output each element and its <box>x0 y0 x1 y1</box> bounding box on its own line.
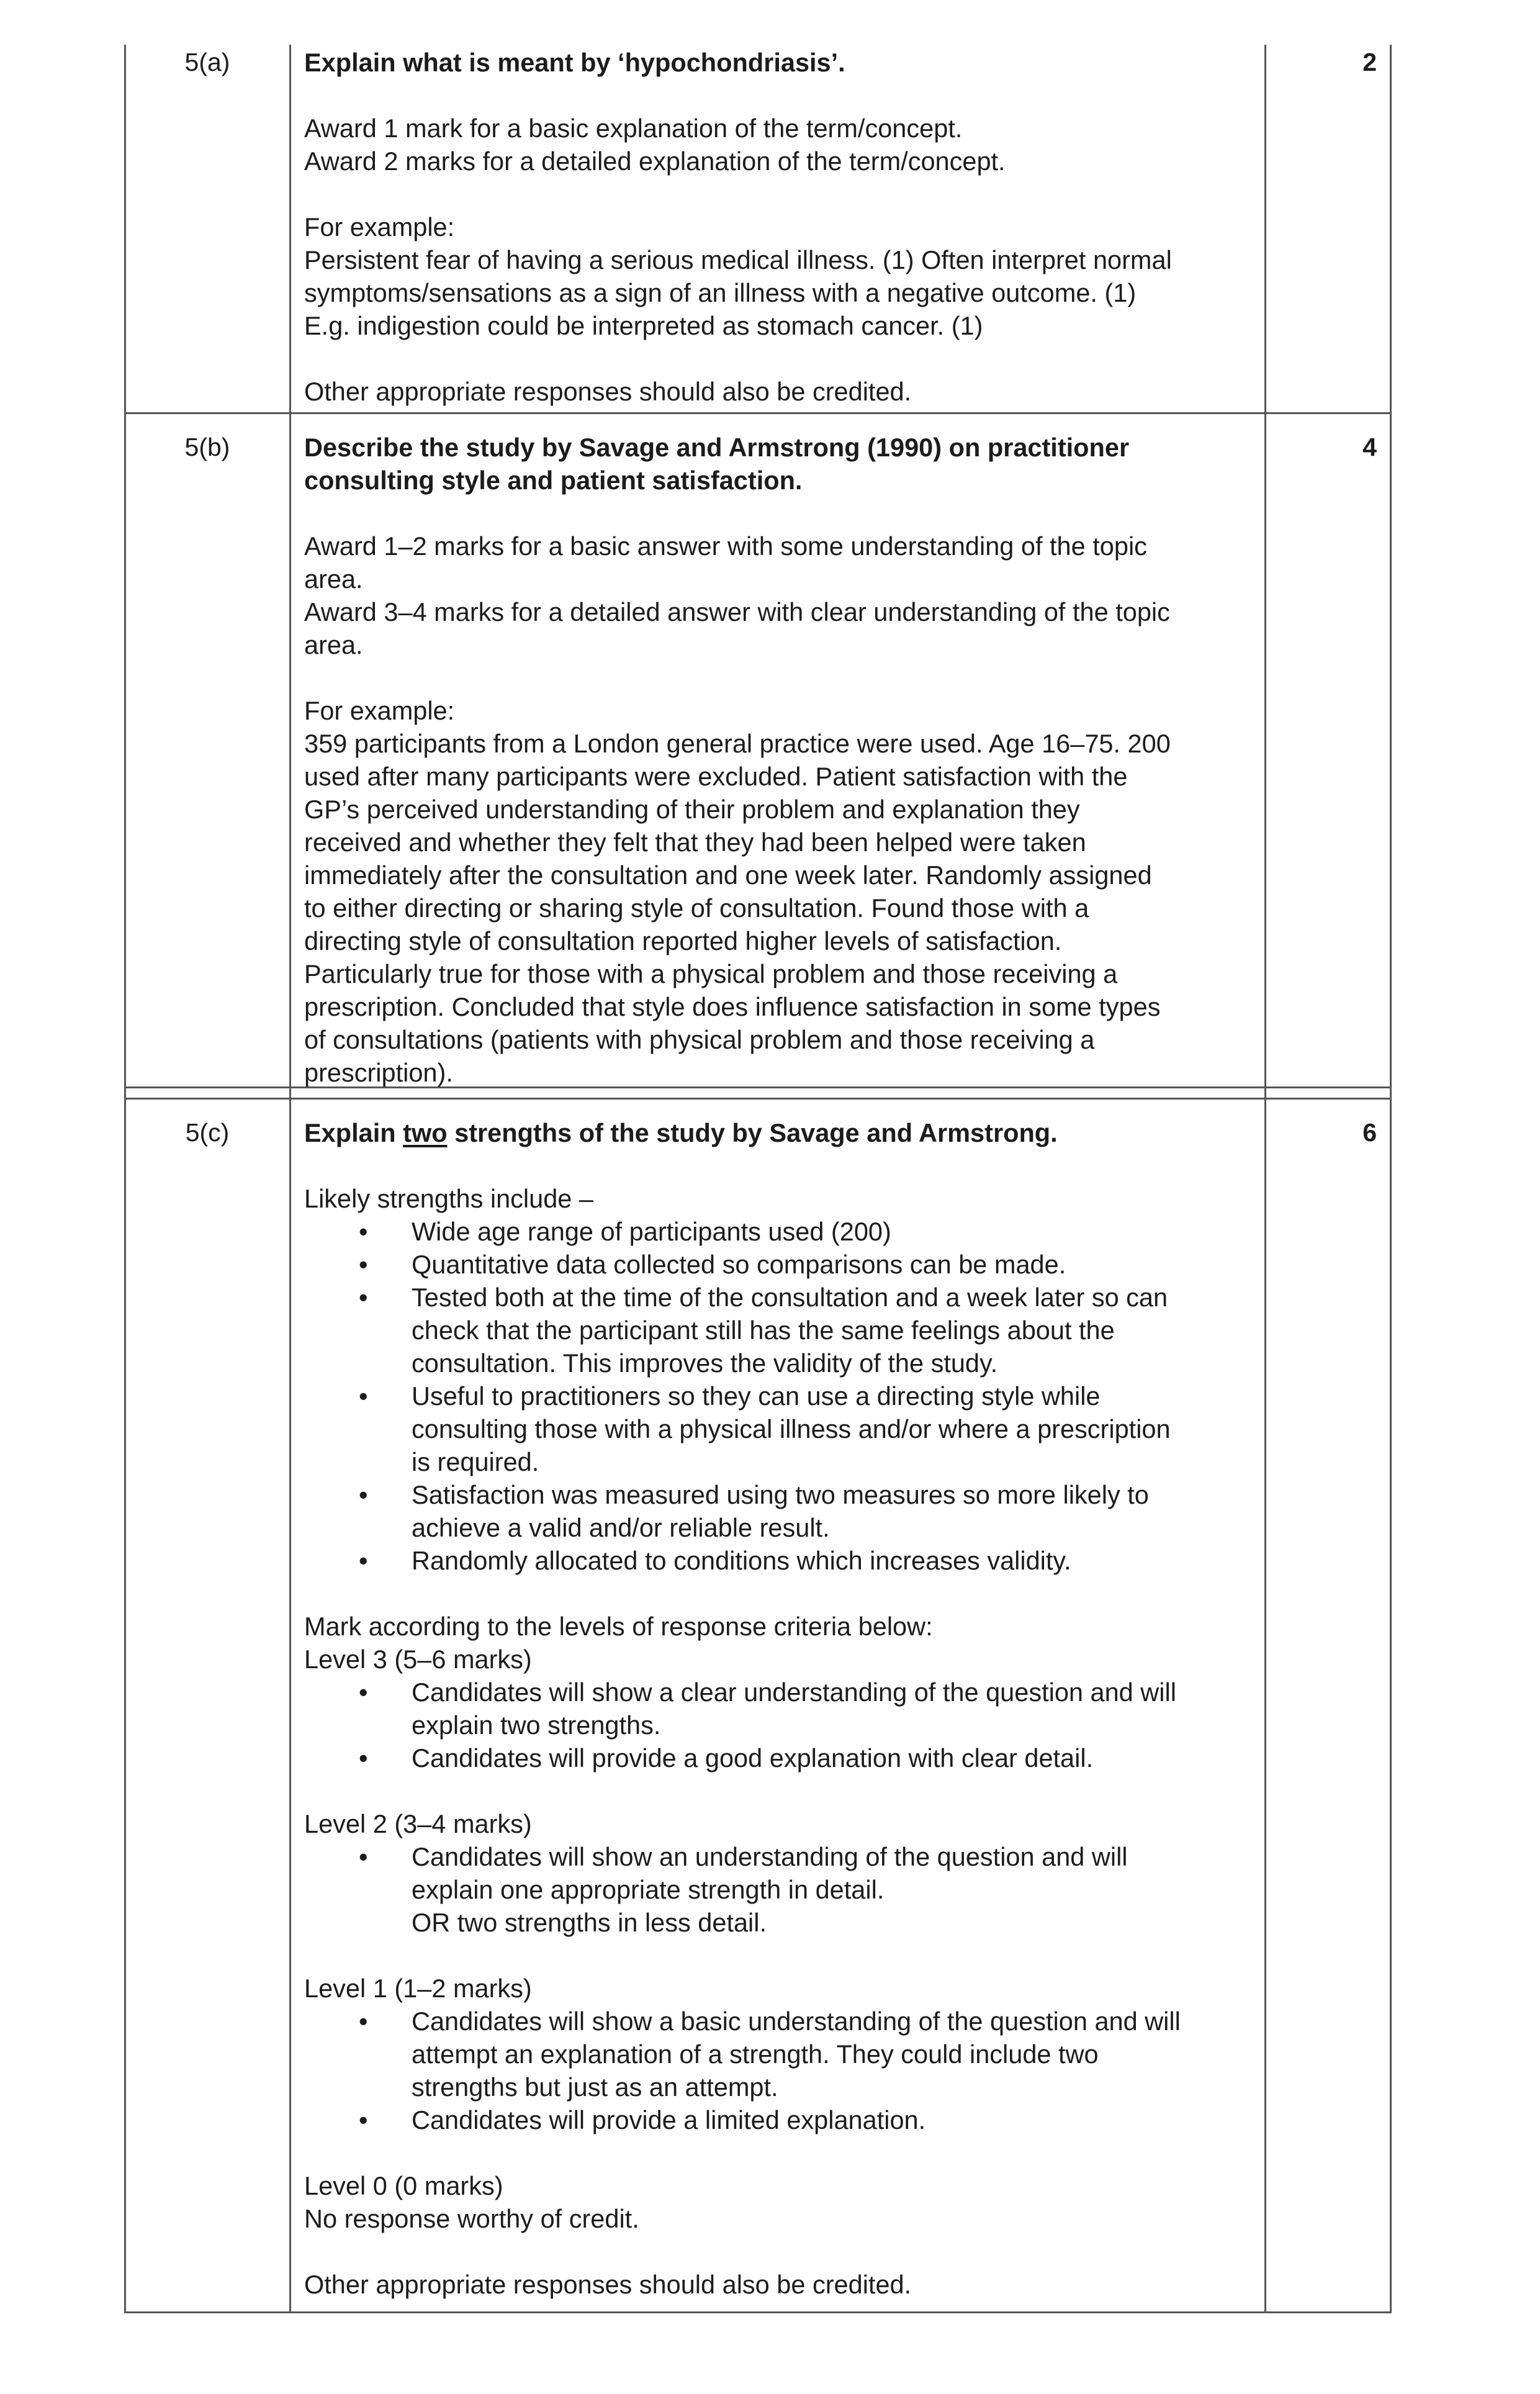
example-line: directing style of consultation reported higher levels of satisfaction. <box>304 926 1062 955</box>
example-line: of consultations (patients with physical problem and those receiving a <box>304 1025 1095 1054</box>
marks-value: 6 <box>1362 1118 1377 1147</box>
level-2-bullets <box>304 1840 1260 1939</box>
example-line: symptoms/sensations as a sign of an illness with a negative outcome. (1) <box>304 278 1137 307</box>
example-line: to either directing or sharing style of consultation. Found those with a <box>304 893 1089 923</box>
column-border-question <box>289 45 291 2313</box>
award-line: area. <box>304 564 363 594</box>
question-title: Explain two strengths of the study by Savage and Armstrong. <box>304 1118 1058 1147</box>
criteria-intro: Mark according to the levels of response criteria below: <box>304 1612 933 1641</box>
level-label: Level 3 (5–6 marks) <box>304 1645 532 1674</box>
example-label: For example: <box>304 696 455 725</box>
list-item: • Randomly allocated to conditions which increases validity. <box>304 1544 1260 1577</box>
level-0-text: No response worthy of credit. <box>304 2204 639 2233</box>
list-item: • Candidates will show an understanding of the question and will explain one appropriate strength in detail. OR two strengths in less detail. <box>304 1840 1260 1939</box>
emphasis-underline: two <box>403 1118 448 1147</box>
question-number: 5(c) <box>185 1118 230 1147</box>
answer-cell <box>304 431 1260 1089</box>
example-line: Persistent fear of having a serious medical illness. (1) Often interpret normal <box>304 245 1172 274</box>
list-item: • Quantitative data collected so comparisons can be made. <box>304 1248 1260 1281</box>
question-number: 5(b) <box>184 433 230 461</box>
list-item: • Useful to practitioners so they can use a directing style while consulting those with a physical illness and/or where a prescription is required. <box>304 1380 1260 1478</box>
example-line: immediately after the consultation and one week later. Randomly assigned <box>304 860 1152 890</box>
award-line: Award 2 marks for a detailed explanation of the term/concept. <box>304 147 1006 176</box>
example-line: GP’s perceived understanding of their problem and explanation they <box>304 795 1080 824</box>
strengths-intro: Likely strengths include – <box>304 1184 593 1213</box>
list-item: • Candidates will provide a good explanation with clear detail. <box>304 1741 1260 1774</box>
list-item: • Wide age range of participants used (200) <box>304 1215 1260 1248</box>
list-item: • Tested both at the time of the consultation and a week later so can check that the participant still has the same feelings about the consultation. This improves the validity of the study. <box>304 1281 1260 1380</box>
row-divider-5a-5b <box>124 412 1392 414</box>
answer-cell <box>304 46 1260 408</box>
level-label: Level 1 (1–2 marks) <box>304 1974 532 2003</box>
column-border-answer <box>1264 45 1266 2313</box>
strengths-list <box>304 1215 1260 1577</box>
level-3-bullets <box>304 1676 1260 1774</box>
example-line: E.g. indigestion could be interpreted as stomach cancer. (1) <box>304 311 983 340</box>
question-title: Explain what is meant by ‘hypochondriasis’. <box>304 48 845 77</box>
table-bottom-border <box>124 2311 1392 2313</box>
award-line: Award 1–2 marks for a basic answer with some understanding of the topic <box>304 531 1147 561</box>
example-line: Particularly true for those with a physical problem and those receiving a <box>304 959 1118 988</box>
level-1-bullets <box>304 2005 1260 2136</box>
example-line: prescription). <box>304 1058 453 1087</box>
level-label: Level 2 (3–4 marks) <box>304 1809 532 1838</box>
list-item: • Satisfaction was measured using two measures so more likely to achieve a valid and/or reliable result. <box>304 1478 1260 1544</box>
column-border-left <box>124 45 126 2313</box>
question-title-line: consulting style and patient satisfaction. <box>304 466 803 495</box>
example-line: used after many participants were excluded. Patient satisfaction with the <box>304 762 1128 791</box>
other-responses-note: Other appropriate responses should also be credited. <box>304 2270 912 2299</box>
level-label: Level 0 (0 marks) <box>304 2171 503 2200</box>
other-responses-note: Other appropriate responses should also be credited. <box>304 377 912 406</box>
award-line: area. <box>304 630 363 659</box>
column-border-right <box>1390 45 1392 2313</box>
list-item: • Candidates will show a clear understanding of the question and will explain two strengths. <box>304 1676 1260 1741</box>
example-label: For example: <box>304 212 455 242</box>
example-line: prescription. Concluded that style does influence satisfaction in some types <box>304 992 1161 1021</box>
award-line: Award 1 mark for a basic explanation of the term/concept. <box>304 114 963 143</box>
question-title-line: Describe the study by Savage and Armstrong (1990) on practitioner <box>304 433 1130 462</box>
answer-cell <box>304 1116 1260 2301</box>
example-line: received and whether they felt that they had been helped were taken <box>304 828 1086 857</box>
marks-value: 4 <box>1362 433 1377 461</box>
marks-value: 2 <box>1362 48 1377 76</box>
question-number: 5(a) <box>184 48 230 76</box>
example-line: 359 participants from a London general practice were used. Age 16–75. 200 <box>304 729 1171 758</box>
list-item: • Candidates will show a basic understanding of the question and will attempt an explanation of a strength. They could include two strengths but just as an attempt. <box>304 2005 1260 2103</box>
row-divider-5c-top <box>124 1098 1392 1100</box>
list-item: • Candidates will provide a limited explanation. <box>304 2103 1260 2136</box>
award-line: Award 3–4 marks for a detailed answer with clear understanding of the topic <box>304 597 1170 626</box>
